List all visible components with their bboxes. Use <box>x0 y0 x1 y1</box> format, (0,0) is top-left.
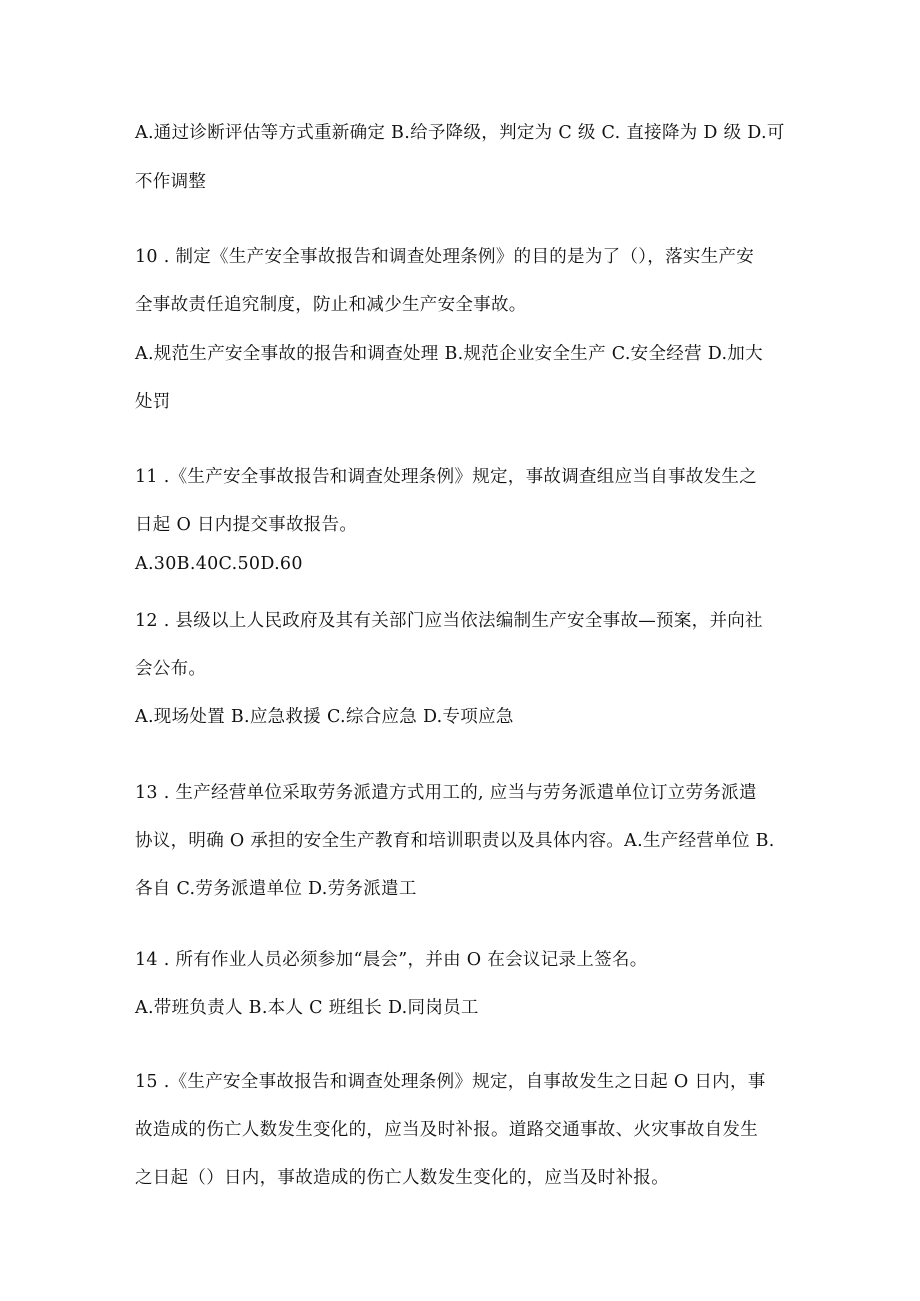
q11-options-line: A.30B.40C.50D.60 <box>135 554 303 574</box>
q11-question-line-2: 日起 O 日内提交事故报告。 <box>135 515 358 535</box>
q15-question-line-3: 之日起（）日内，事故造成的伤亡人数发生变化的，应当及时补报。 <box>135 1168 669 1188</box>
q13-options-line: 各自 C.劳务派遣单位 D.劳务派遣工 <box>135 879 417 899</box>
q9-options-line-2: 不作调整 <box>135 172 207 192</box>
q12-question-line-2: 会公布。 <box>135 659 207 679</box>
q10-options-line-2: 处罚 <box>135 392 171 412</box>
q10-question-line-1: 10 . 制定《生产安全事故报告和调查处理条例》的目的是为了（），落实生产安 <box>135 247 755 267</box>
q13-question-line-1: 13 . 生产经营单位采取劳务派遣方式用工的, 应当与劳务派遣单位订立劳务派遣 <box>135 783 757 803</box>
q14-options-line: A.带班负责人 B.本人 C 班组长 D.同岗员工 <box>135 998 479 1018</box>
q12-question-line-1: 12 . 县级以上人民政府及其有关部门应当依法编制生产安全事故—预案，并向社 <box>135 611 763 631</box>
q15-question-line-2: 故造成的伤亡人数发生变化的，应当及时补报。道路交通事故、火灾事故自发生 <box>135 1120 758 1140</box>
q11-question-line-1: 11 .《生产安全事故报告和调查处理条例》规定，事故调查组应当自事故发生之 <box>135 467 757 487</box>
q9-options-line-1: A.通过诊断评估等方式重新确定 B.给予降级，判定为 C 级 C. 直接降为 D 级 D.可 <box>135 123 785 143</box>
q13-question-line-2: 协议，明确 O 承担的安全生产教育和培训职责以及具体内容。A.生产经营单位 B. <box>135 831 775 851</box>
q12-options-line: A.现场处置 B.应急救援 C.综合应急 D.专项应急 <box>135 707 514 727</box>
q10-question-line-2: 全事故责任追究制度，防止和减少生产安全事故。 <box>135 295 527 315</box>
q10-options-line-1: A.规范生产安全事故的报告和调查处理 B.规范企业安全生产 C.安全经营 D.加大 <box>135 344 763 364</box>
q14-question-line: 14 . 所有作业人员必须参加“晨会”，并由 O 在会议记录上签名。 <box>135 950 648 970</box>
q15-question-line-1: 15 .《生产安全事故报告和调查处理条例》规定，自事故发生之日起 O 日内，事 <box>135 1072 766 1092</box>
